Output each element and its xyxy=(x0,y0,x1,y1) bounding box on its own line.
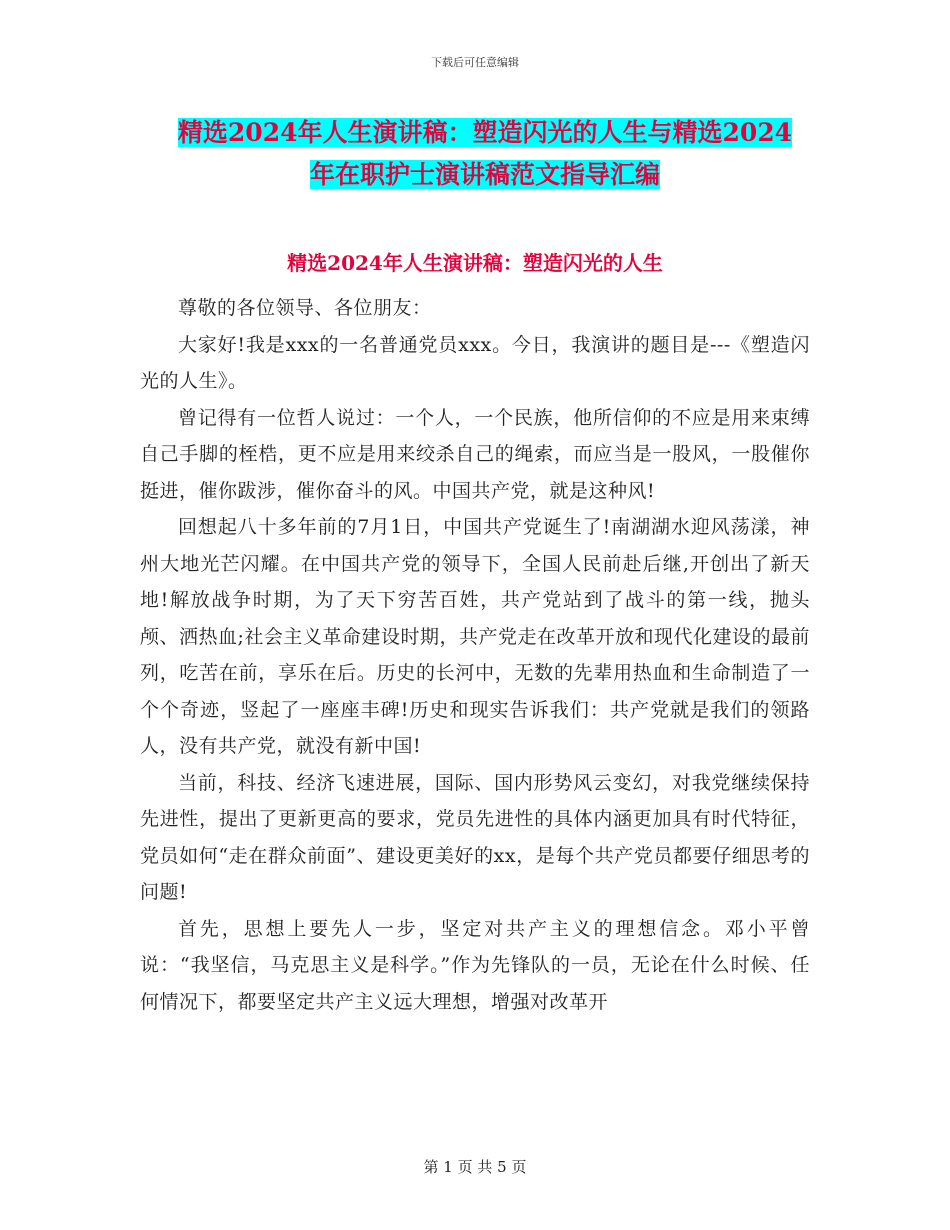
header-note: 下载后可任意编辑 xyxy=(431,56,519,69)
paragraph: 大家好!我是xxx的一名普通党员xxx。今日，我演讲的题目是---《塑造闪光的人生》。 xyxy=(140,333,810,392)
section-heading: 精选2024年人生演讲稿：塑造闪光的人生 xyxy=(287,251,663,275)
title-line-1: 精选2024年人生演讲稿：塑造闪光的人生与精选2024 xyxy=(177,118,793,147)
paragraph: 首先，思想上要先人一步，坚定对共产主义的理想信念。邓小平曾说：“我坚信，马克思主义是科学。”作为先锋队的一员，无论在什么时候、任何情况下，都要坚定共产主义远大理想，增强对改革开 xyxy=(140,917,810,1013)
page-number-footer: 第 1 页 共 5 页 xyxy=(423,1158,527,1176)
paragraph: 曾记得有一位哲人说过：一个人，一个民族，他所信仰的不应是用来束缚自己手脚的桎梏，更不应是用来绞杀自己的绳索，而应当是一股风，一股催你挺进，催你跋涉，催你奋斗的风。中国共产党，就是这种风! xyxy=(140,406,810,502)
paragraph-salutation: 尊敬的各位领导、各位朋友： xyxy=(178,297,432,319)
title-line-2: 年在职护士演讲稿范文指导汇编 xyxy=(309,160,660,189)
document-title xyxy=(140,112,830,196)
body-text xyxy=(140,290,810,1020)
paragraph: 当前，科技、经济飞速进展，国际、国内形势风云变幻，对我党继续保持先进性，提出了更新更高的要求，党员先进性的具体内涵更加具有时代特征，党员如何“走在群众前面”、建设更美好的xx，是每个共产党员都要仔细思考的问题! xyxy=(140,771,810,903)
paragraph: 回想起八十多年前的7月1日，中国共产党诞生了!南湖湖水迎风荡漾，神州大地光芒闪耀。在中国共产党的领导下，全国人民前赴后继,开创出了新天地!解放战争时期，为了天下穷苦百姓，共产党站到了战斗的第一线，抛头颅、洒热血;社会主义革命建设时期，共产党走在改革开放和现代化建设的最前列，吃苦在前，享乐在后。历史的长河中，无数的先辈用热血和生命制造了一个个奇迹，竖起了一座座丰碑!历史和现实告诉我们：共产党就是我们的领路人，没有共产党，就没有新中国! xyxy=(140,516,810,757)
